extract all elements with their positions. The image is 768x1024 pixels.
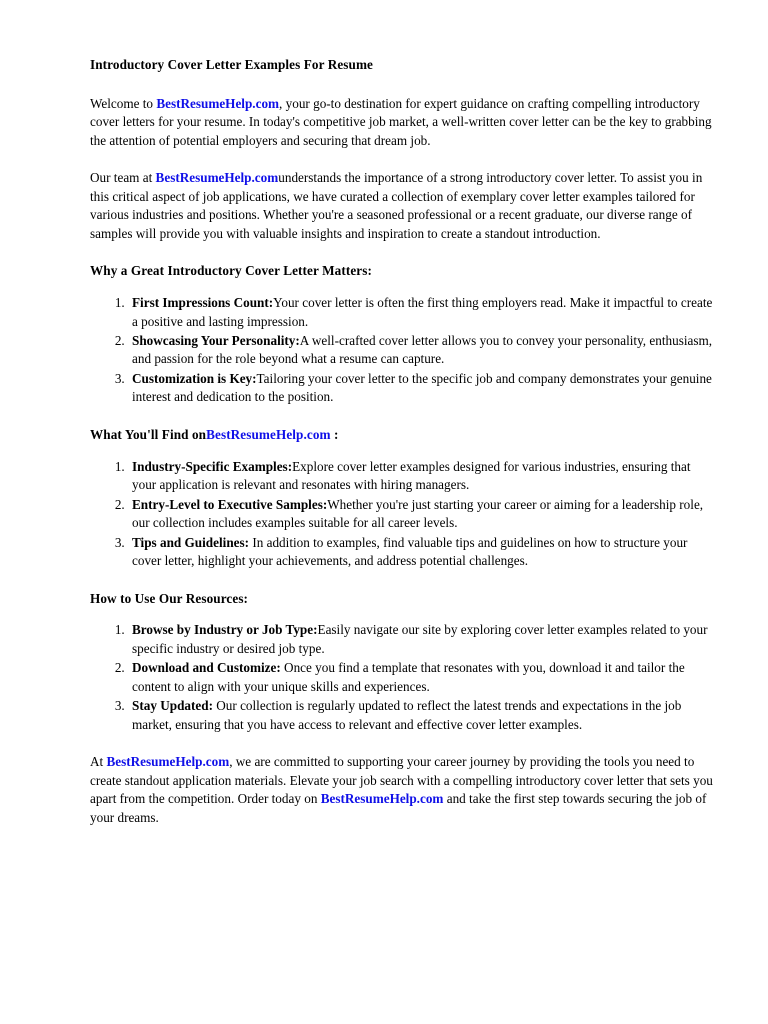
closing-text-middle: , we are committed to supporting your career journey by providing the tools you need to create standout application materials. Elevate your job search with a compelling introductory cover letter that sets you apart from the competition. Order today on: [90, 754, 713, 807]
list-item: [128, 621, 715, 658]
brand-link[interactable]: BestResumeHelp.com: [320, 791, 444, 807]
list-item-lead: Showcasing Your Personality:: [132, 332, 300, 348]
intro-text-after-link: , your go-to destination for expert guidance on crafting compelling introductory cover letters for your resume. In today's competitive job market, a well-written cover letter can be the key to grabbing the attention of potential employers and securing that dream job.: [90, 95, 712, 148]
section-heading-how-to-use: How to Use Our Resources:: [90, 590, 249, 606]
heading-text-after-link: :: [330, 426, 339, 442]
closing-paragraph: [90, 753, 715, 827]
list-item-lead: Stay Updated:: [132, 698, 213, 714]
list-item: [128, 294, 715, 331]
closing-text-after-link: and take the first step towards securing the job of your dreams.: [90, 791, 707, 825]
list-item-body: Whether you're just starting your career or aiming for a leadership role, our collection includes examples suitable for all career levels.: [132, 496, 704, 531]
list-item-body: Explore cover letter examples designed for various industries, ensuring that your application is relevant and resonates with hiring managers.: [132, 458, 691, 493]
list-item-body: Tailoring your cover letter to the specific job and company demonstrates your genuine interest and dedication to the position.: [132, 370, 712, 405]
brand-link[interactable]: BestResumeHelp.com: [106, 754, 230, 770]
list-item-lead: Customization is Key:: [132, 370, 257, 386]
list-item-lead: Entry-Level to Executive Samples:: [132, 496, 328, 512]
list-item-lead: Industry-Specific Examples:: [132, 458, 293, 474]
brand-link[interactable]: BestResumeHelp.com: [206, 426, 331, 442]
intro-text-before-link: Welcome to: [90, 95, 157, 111]
page-title: Introductory Cover Letter Examples For Resume: [90, 57, 373, 72]
list-item: [128, 697, 715, 734]
closing-text-before-link: At: [90, 754, 107, 770]
list-item-body: Your cover letter is often the first thing employers read. Make it impactful to create a positive and lasting impression.: [132, 295, 713, 329]
list-item: [128, 458, 715, 495]
section-heading-what-youll-find: [90, 426, 715, 444]
list-item-lead: Download and Customize:: [132, 660, 281, 676]
list-what-youll-find: [90, 458, 715, 571]
heading-text-before-link: What You'll Find on: [90, 426, 207, 442]
list-how-to-use: [90, 621, 715, 734]
document-body: [90, 56, 715, 827]
list-item: [128, 370, 715, 407]
list-item: [128, 534, 715, 571]
list-item-body: A well-crafted cover letter allows you to convey your personality, enthusiasm, and passion for the role beyond what a resume can capture.: [132, 332, 713, 367]
list-item-lead: First Impressions Count:: [132, 295, 274, 311]
list-item-body: Easily navigate our site by exploring cover letter examples related to your specific industry or desired job type.: [132, 622, 708, 656]
intro-paragraph: [90, 95, 715, 150]
list-item-body: Once you find a template that resonates with you, download it and tailor the content to align with your unique skills and experiences.: [132, 660, 685, 694]
list-item: [128, 659, 715, 696]
second-paragraph: [90, 169, 715, 243]
list-item-lead: Tips and Guidelines:: [132, 534, 250, 550]
brand-link[interactable]: BestResumeHelp.com: [155, 170, 279, 186]
brand-link[interactable]: BestResumeHelp.com: [156, 95, 280, 111]
section-heading-why: Why a Great Introductory Cover Letter Matters:: [90, 263, 372, 279]
list-item: [128, 332, 715, 369]
list-item: [128, 496, 715, 533]
second-text-after-link: understands the importance of a strong introductory cover letter. To assist you in this critical aspect of job applications, we have curated a collection of exemplary cover letter examples tailored for various industries and positions. Whether you're a seasoned professional or a recent graduate, our diverse range of samples will provide you with valuable insights and inspiration to create a standout introduction.: [90, 170, 703, 241]
second-text-before-link: Our team at: [90, 170, 156, 186]
list-why-matters: [90, 294, 715, 407]
list-item-body: Our collection is regularly updated to reflect the latest trends and expectations in the job market, ensuring that you have access to relevant and effective cover letter examples.: [132, 698, 682, 732]
list-item-lead: Browse by Industry or Job Type:: [132, 622, 318, 638]
list-item-body: In addition to examples, find valuable tips and guidelines on how to structure your cover letter, highlight your achievements, and address potential challenges.: [132, 534, 688, 569]
